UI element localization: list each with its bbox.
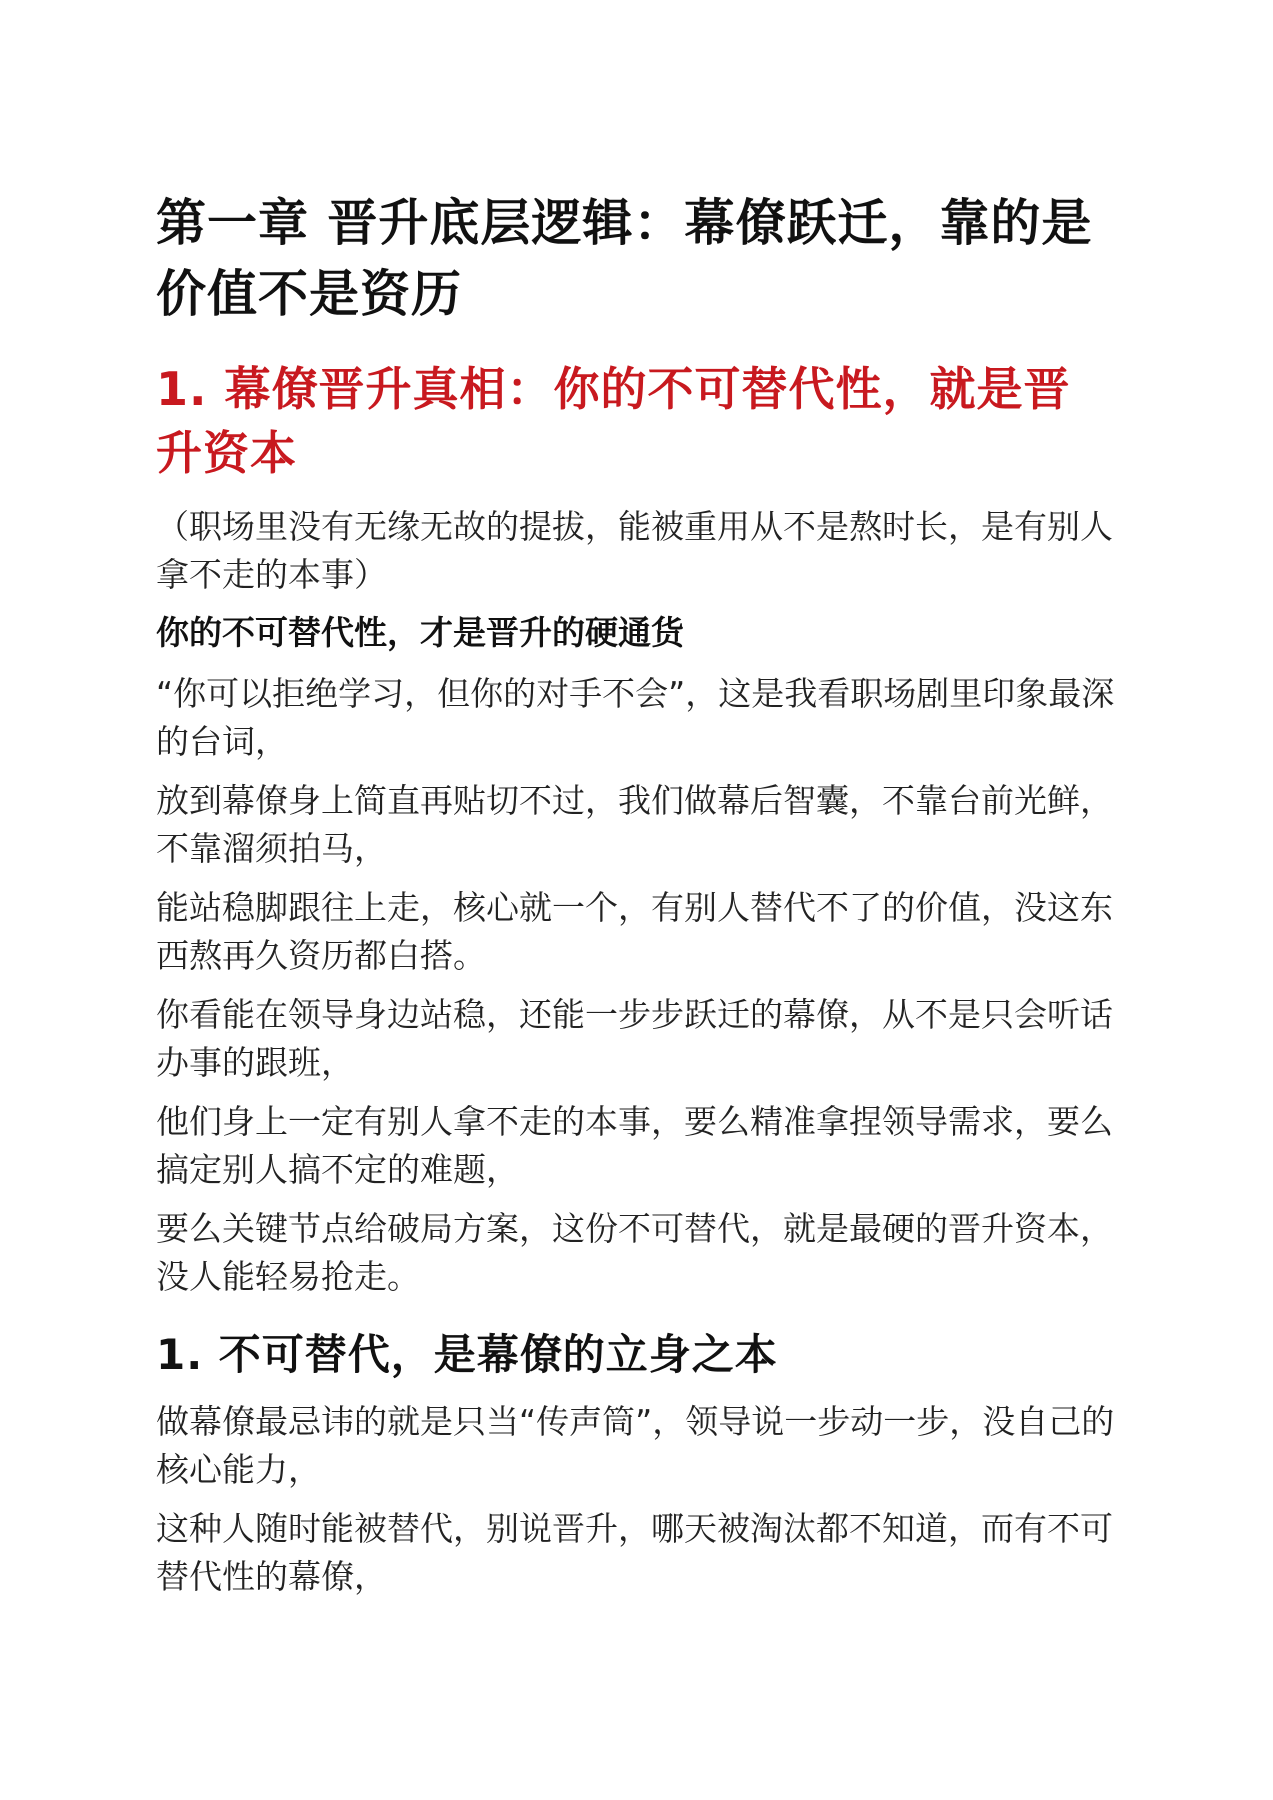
paragraph: 你看能在领导身边站稳，还能一步步跃迁的幕僚，从不是只会听话办事的跟班，: [156, 995, 1113, 1082]
paragraph: 做幕僚最忌讳的就是只当“传声筒”，领导说一步动一步，没自己的核心能力，: [156, 1402, 1115, 1489]
section-title-red: 1. 幕僚晋升真相：你的不可替代性，就是晋升资本: [156, 362, 1071, 480]
paragraph: “你可以拒绝学习，但你的对手不会”，这是我看职场剧里印象最深的台词，: [156, 674, 1115, 761]
chapter-title: 第一章 晋升底层逻辑：幕僚跃迁，靠的是价值不是资历: [156, 194, 1093, 323]
section-title: 1. 不可替代，是幕僚的立身之本: [156, 1330, 778, 1379]
paragraph: 他们身上一定有别人拿不走的本事，要么精准拿捏领导需求，要么搞定别人搞不定的难题，: [156, 1102, 1113, 1189]
paragraph: 这种人随时能被替代，别说晋升，哪天被淘汰都不知道，而有不可替代性的幕僚，: [156, 1509, 1113, 1596]
paragraph: 要么关键节点给破局方案，这份不可替代，就是最硬的晋升资本，没人能轻易抢走。: [156, 1209, 1113, 1296]
paragraph: 放到幕僚身上简直再贴切不过，我们做幕后智囊，不靠台前光鲜，不靠溜须拍马，: [156, 781, 1113, 868]
paragraph: 能站稳脚跟往上走，核心就一个，有别人替代不了的价值，没这东西熬再久资历都白搭。: [156, 888, 1113, 975]
section-note: （职场里没有无缘无故的提拔，能被重用从不是熬时长，是有别人拿不走的本事）: [156, 507, 1113, 594]
bold-subheading: 你的不可替代性，才是晋升的硬通货: [156, 613, 684, 652]
